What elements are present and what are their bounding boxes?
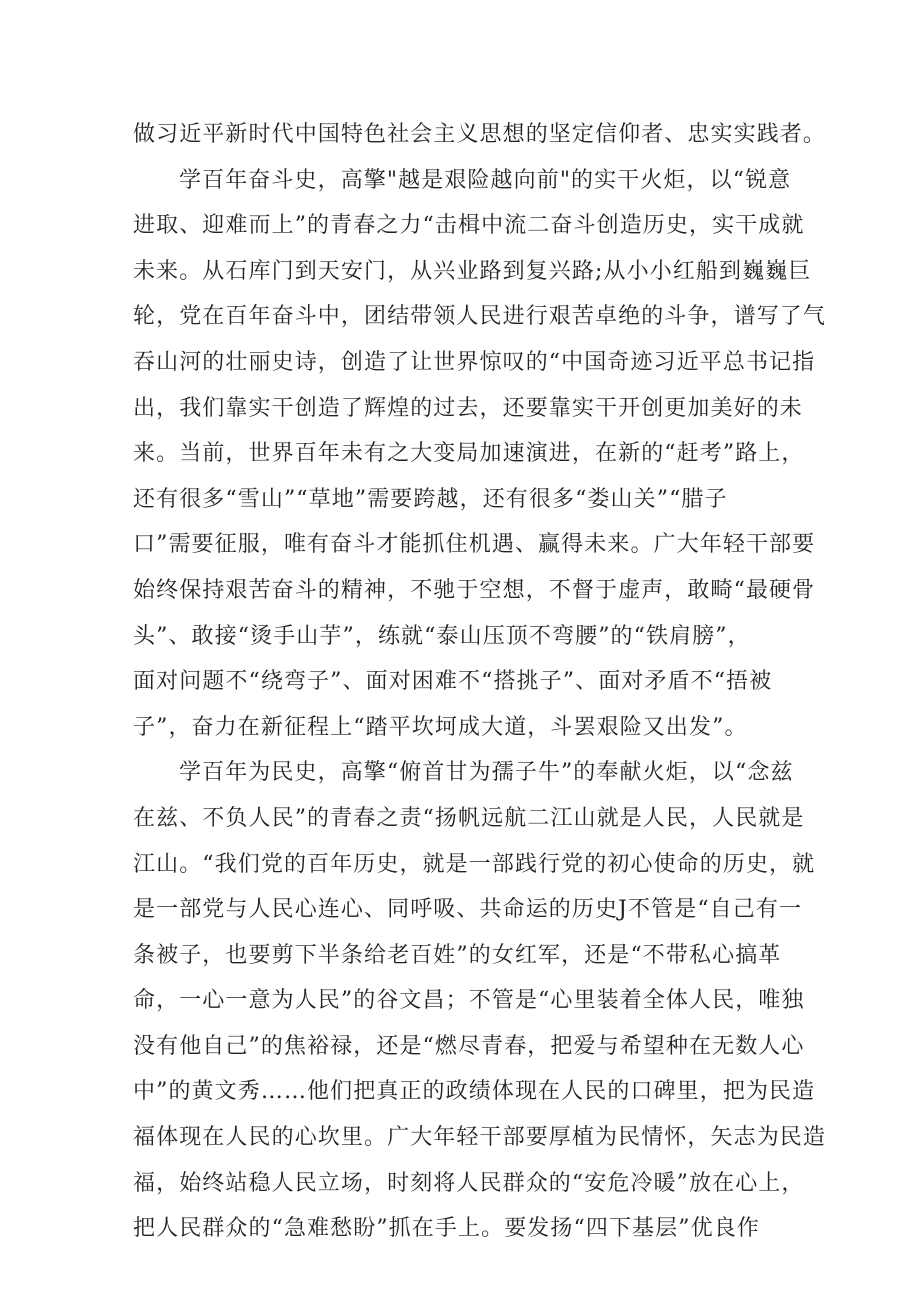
text-line: 还有很多“雪山”“草地”需要跨越，还有很多“娄山关”“腊子 [133,486,728,512]
paragraph-start-line: 学百年奋斗史，高擎"越是艰险越向前"的实干火炬，以“锐意 [179,167,792,193]
text-line: 命，一心一意为人民”的谷文昌；不管是“心里装着全体人民，唯独 [133,988,805,1014]
text-line: 做习近平新时代中国特色社会主义思想的坚定信仰者、忠实实践者。 [133,122,827,147]
text-line: 头”、敢接“烫手山芋”，练就“泰山压顶不弯腰”的“铁肩膀”， [133,623,751,649]
text-line: 面对问题不“绕弯子”、面对困难不“搭挑子”、面对矛盾不“捂被 [133,669,773,695]
text-line: 江山。“我们党的百年历史，就是一部践行党的初心使命的历史，就 [133,851,816,877]
text-line: 始终保持艰苦奋斗的精神，不驰于空想，不督于虚声，敢畸“最硬骨 [133,577,816,603]
text-line: 在兹、不负人民”的青春之责“扬帆远航二江山就是人民，人民就是 [133,805,805,831]
text-line: 来。当前，世界百年未有之大变局加速演进，在新的“赶考”路上， [133,441,805,467]
paragraph-start-line: 学百年为民史，高擎“俯首甘为孺子牛”的奉献火炬，以“念兹 [179,760,794,786]
text-line: 吞山河的壮丽史诗，创造了让世界惊叹的“中国奇迹习近平总书记指 [133,349,816,375]
text-line: 未来。从石库门到天安门，从兴业路到复兴路;从小小红船到巍巍巨 [133,258,812,284]
text-line: 是一部党与人民心连心、同呼吸、共命运的历史J不管是“自己有一 [133,897,803,923]
document-body [133,112,827,1252]
text-line: 条被子，也要剪下半条给老百姓”的女红军，还是“不带私心搞革 [133,942,782,968]
text-line: 轮，党在百年奋斗中，团结带领人民进行艰苦卓绝的斗争，谱写了气 [133,304,827,330]
text-line: 口”需要征服，唯有奋斗才能抓住机遇、赢得未来。广大年轻干部要 [133,532,816,558]
text-line: 进取、迎难而上”的青春之力“击楫中流二奋斗创造历史，实干成就 [133,213,805,239]
text-line: 中”的黄文秀……他们把真正的政绩体现在人民的口碑里，把为民造 [133,1079,816,1105]
text-line: 子”，奋力在新征程上“踏平坎坷成大道，斗罢艰险又出发”。 [133,714,748,740]
text-line: 出，我们靠实干创造了辉煌的过去，还要靠实干开创更加美好的未 [133,395,803,421]
text-line: 福，始终站稳人民立场，时刻将人民群众的“安危冷暖”放在心上， [133,1170,805,1196]
text-line: 没有他自己”的焦裕禄，还是“燃尽青春，把爱与希望种在无数人心 [133,1033,805,1059]
text-line: 把人民群众的“急难愁盼”抓在手上。要发扬“四下基层”优良作 [133,1216,760,1242]
text-line: 福体现在人民的心坎里。广大年轻干部要厚植为民情怀，矢志为民造 [133,1125,827,1151]
